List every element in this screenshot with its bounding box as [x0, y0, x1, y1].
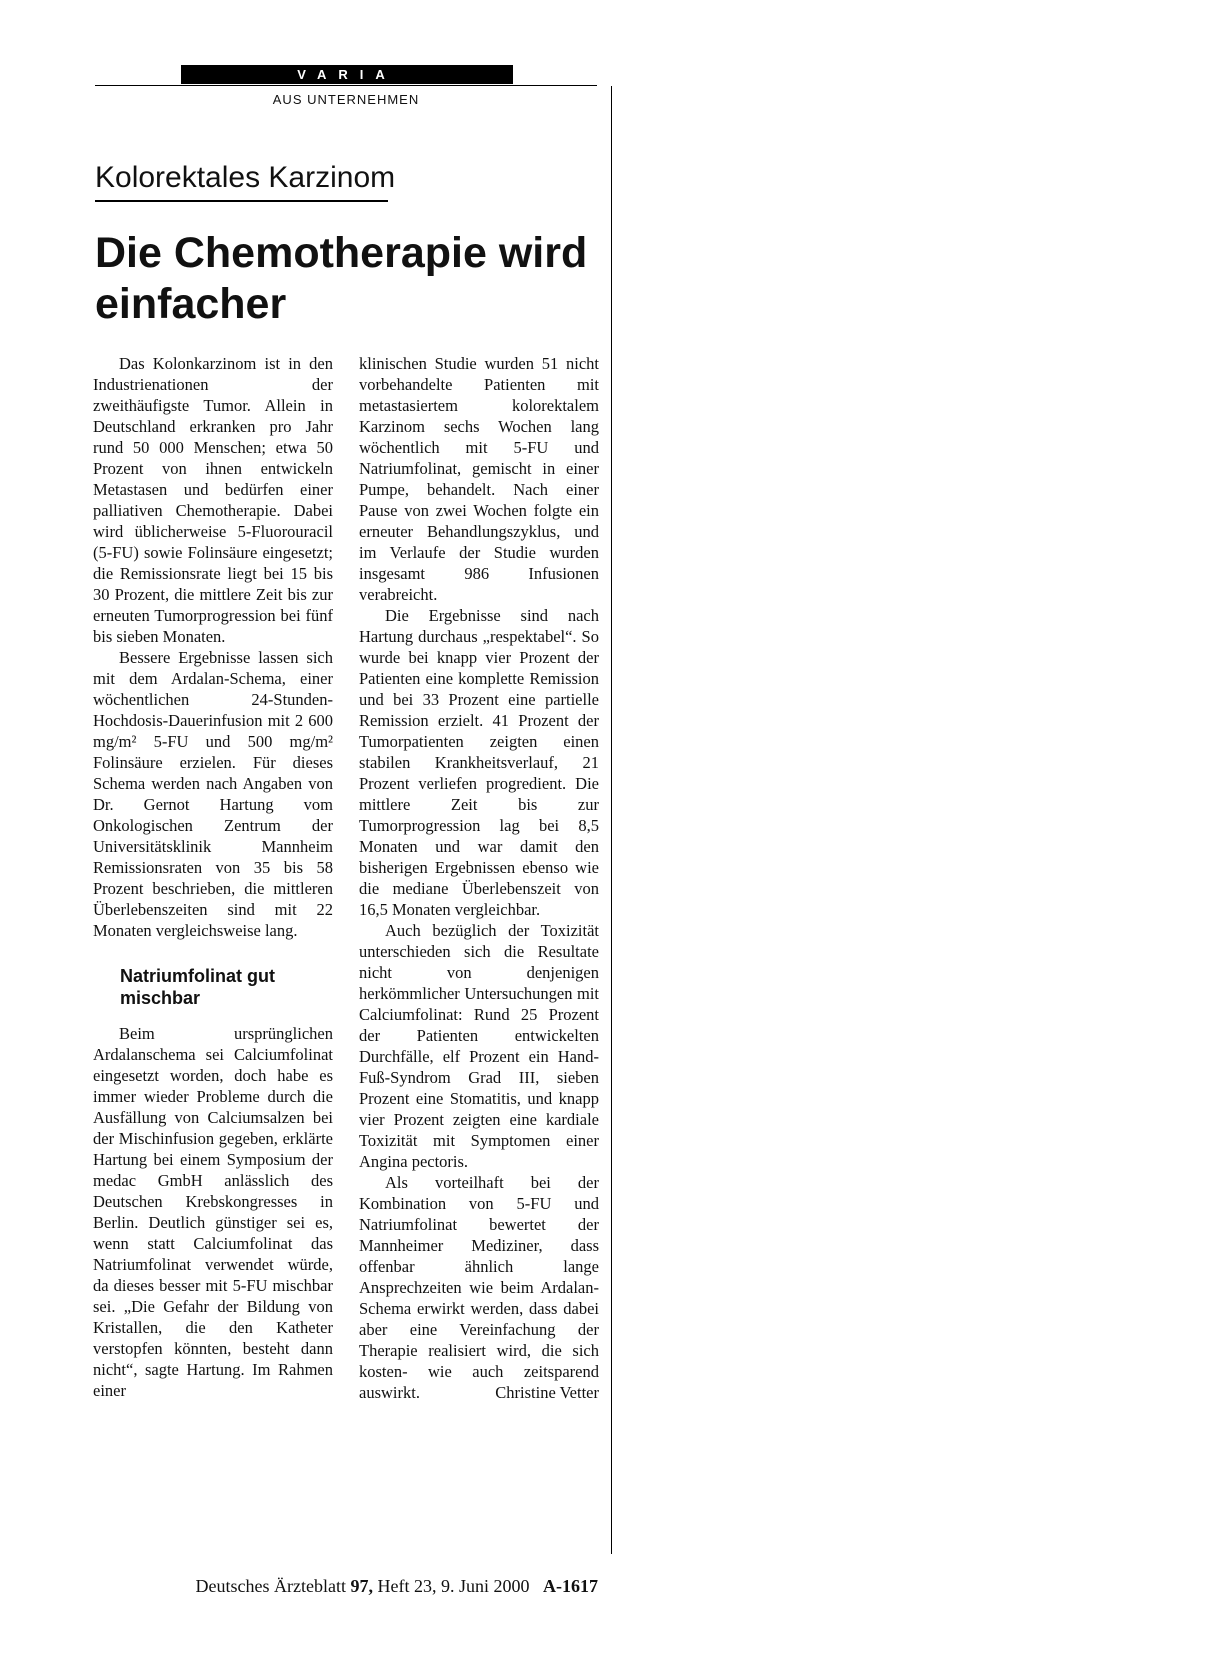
journal-issue: Heft 23, 9. Juni 2000: [377, 1576, 530, 1596]
section-label: AUS UNTERNEHMEN: [272, 92, 420, 107]
article-headline: Die Chemotherapie wird einfacher: [95, 229, 588, 328]
paragraph: Beim ursprünglichen Ardalanschema sei Calciumfolinat eingesetzt worden, doch habe es immer wieder Probleme durch die Ausfällung von Calciumsalzen bei der Mischinfusion gegeben, erklärte Hartung bei einem Symposium der medac GmbH anlässlich des Deutschen Krebskongresses in Berlin. Deutlich günstiger sei es, wenn statt Calciumfolinat das Natriumfolinat verwendet würde, da dieses besser mit 5-FU mischbar sei. „Die Gefahr der Bildung von Kristallen, die den Katheter verstopfen könnten, besteht dann nicht“, sagte Hartung. Im Rahmen einer: [93, 1024, 333, 1400]
article-subheading: Natriumfolinat gut mischbar: [120, 966, 275, 1008]
text-column-left: [93, 353, 333, 1401]
article-kicker: Kolorektales Karzinom: [95, 158, 388, 202]
rubric-bar: VARIA: [181, 65, 513, 84]
header-rule: [95, 85, 597, 86]
journal-volume: 97,: [350, 1576, 373, 1596]
paragraph-text: Als vorteilhaft bei der Kombination von 5-FU und Natriumfolinat bewertet der Mannheimer Mediziner, dass offenbar ähnlich lange Ansprechzeiten wie beim Ardalan-Schema erwirkt werden, dass dabei aber eine Vereinfachung der Therapie realisiert wird, die sich kosten- wie auch zeitsparend auswirkt.: [359, 1173, 599, 1402]
text-column-right: [359, 353, 599, 1403]
paragraph: Die Ergebnisse sind nach Hartung durchaus „respektabel“. So wurde bei knapp vier Prozent der Patienten eine komplette Remission und bei 33 Prozent eine partielle Remission erzielt. 41 Prozent der Tumorpatienten zeigten einen stabilen Krankheitsverlauf, 21 Prozent verliefen progredient. Die mittlere Zeit bis zur Tumorprogression lag bei 8,5 Monaten und war damit den bisherigen Ergebnissen ebenso wie die mediane Überlebenszeit von 16,5 Monaten vergleichbar.: [359, 606, 599, 919]
paragraph: Das Kolonkarzinom ist in den Industrienationen der zweithäufigste Tumor. Allein in Deutschland erkranken pro Jahr rund 50 000 Menschen; etwa 50 Prozent von ihnen entwickeln Metastasen und bedürfen einer palliativen Chemotherapie. Dabei wird üblicherweise 5-Fluorouracil (5-FU) sowie Folinsäure eingesetzt; die Remissionsrate liegt bei 15 bis 30 Prozent, die mittlere Zeit bis zur erneuten Tumorprogression bei fünf bis sieben Monaten.: [93, 354, 333, 646]
paragraph: klinischen Studie wurden 51 nicht vorbehandelte Patienten mit metastasiertem kolorektalem Karzinom sechs Wochen lang wöchentlich mit 5-FU und Natriumfolinat, gemischt in einer Pumpe, behandelt. Nach einer Pause von zwei Wochen folgte ein erneuter Behandlungszyklus, und im Verlaufe der Studie wurden insgesamt 986 Infusionen verabreicht.: [359, 354, 599, 604]
page-footer: [100, 1576, 598, 1597]
paragraph-last: [359, 1172, 599, 1403]
author-name: Christine Vetter: [495, 1383, 599, 1402]
journal-name: Deutsches Ärzteblatt: [195, 1576, 346, 1596]
page-number: A-1617: [543, 1576, 598, 1596]
paragraph: Auch bezüglich der Toxizität unterschieden sich die Resultate nicht von denjenigen herkömmlicher Untersuchungen mit Calciumfolinat: Rund 25 Prozent der Patienten entwickelten Durchfälle, elf Prozent ein Hand-Fuß-Syndrom Grad III, sieben Prozent eine Stomatitis, und knapp vier Prozent zeigten eine kardiale Toxizität mit Symptomen einer Angina pectoris.: [359, 921, 599, 1171]
paragraph: Bessere Ergebnisse lassen sich mit dem Ardalan-Schema, einer wöchentlichen 24-Stunden-Hochdosis-Dauerinfusion mit 2 600 mg/m² 5-FU und 500 mg/m² Folinsäure erzielen. Für dieses Schema werden nach Angaben von Dr. Gernot Hartung vom Onkologischen Zentrum der Universitätsklinik Mannheim Remissionsraten von 35 bis 58 Prozent beschrieben, die mittleren Überlebenszeiten sind mit 22 Monaten vergleichsweise lang.: [93, 648, 333, 940]
